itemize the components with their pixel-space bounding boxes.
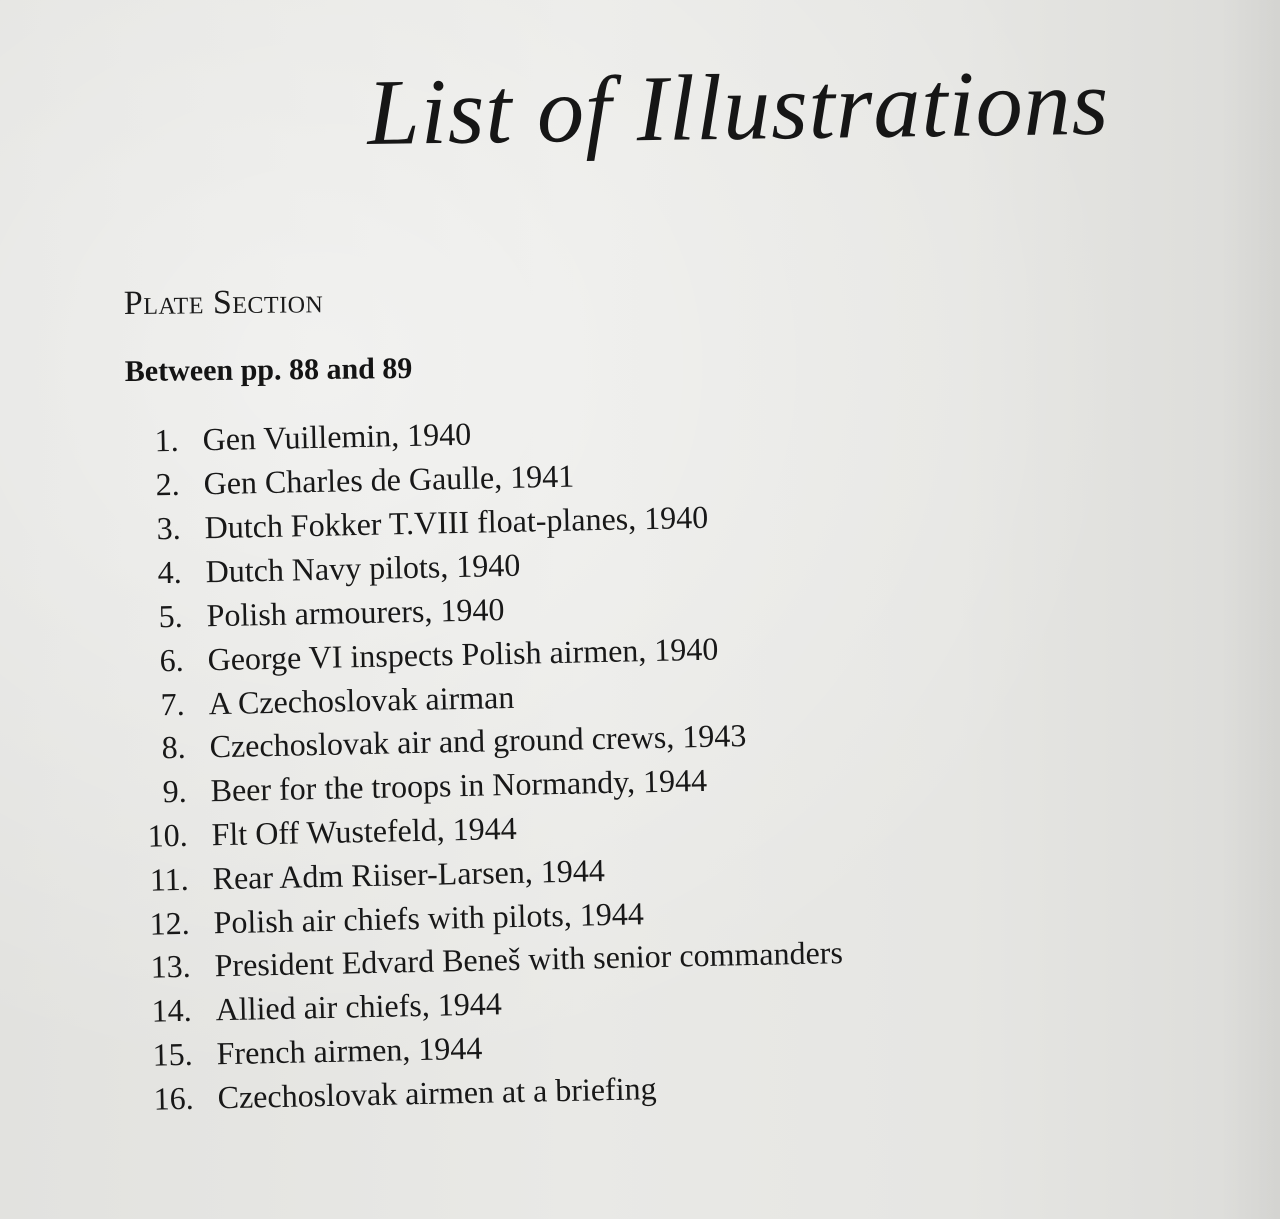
list-item bbox=[122, 498, 709, 547]
list-item bbox=[134, 1029, 483, 1073]
list-item bbox=[129, 809, 518, 854]
item-caption: Dutch Fokker T.VIII float-planes, 1940 bbox=[204, 498, 709, 546]
item-number: 4. bbox=[157, 553, 183, 591]
list-item bbox=[135, 1072, 656, 1115]
list-item bbox=[130, 854, 605, 896]
item-caption: Czechoslovak air and ground crews, 1943 bbox=[209, 717, 747, 765]
item-caption: Polish armourers, 1940 bbox=[206, 591, 505, 634]
list-item bbox=[128, 761, 708, 810]
item-caption: Allied air chiefs, 1944 bbox=[215, 985, 503, 1028]
list-item bbox=[120, 415, 472, 459]
list-item bbox=[127, 719, 746, 764]
item-caption: French airmen, 1944 bbox=[216, 1029, 483, 1072]
item-number: 12. bbox=[149, 904, 191, 942]
subsection-heading: Between pp. 88 and 89 bbox=[124, 351, 413, 389]
item-caption: Dutch Navy pilots, 1940 bbox=[205, 546, 521, 590]
item-number: 9. bbox=[162, 772, 188, 810]
section-heading: Plate Section bbox=[123, 283, 324, 323]
item-caption: Beer for the troops in Normandy, 1944 bbox=[210, 761, 708, 809]
item-number: 10. bbox=[147, 816, 189, 854]
item-number: 7. bbox=[160, 685, 186, 723]
list-item bbox=[126, 678, 515, 723]
item-number: 16. bbox=[153, 1079, 195, 1117]
item-number: 14. bbox=[151, 991, 193, 1029]
item-caption: A Czechoslovak airman bbox=[208, 678, 515, 722]
item-number: 6. bbox=[159, 641, 185, 679]
list-item bbox=[125, 630, 719, 679]
item-number: 1. bbox=[154, 421, 180, 459]
item-caption: George VI inspects Polish airmen, 1940 bbox=[207, 630, 719, 678]
list-item bbox=[133, 987, 502, 1027]
item-number: 5. bbox=[158, 597, 184, 635]
item-number: 13. bbox=[150, 947, 192, 985]
list-item bbox=[131, 897, 644, 940]
item-caption: Gen Charles de Gaulle, 1941 bbox=[203, 457, 575, 502]
list-item bbox=[124, 593, 504, 633]
list-item bbox=[132, 936, 843, 983]
item-number: 15. bbox=[152, 1035, 194, 1073]
item-caption: Polish air chiefs with pilots, 1944 bbox=[213, 895, 645, 941]
page-title: List of Illustrations bbox=[366, 50, 1110, 165]
item-caption: Flt Off Wustefeld, 1944 bbox=[211, 809, 518, 853]
item-caption: Rear Adm Riiser-Larsen, 1944 bbox=[212, 852, 606, 897]
list-item bbox=[121, 457, 575, 503]
item-caption: Gen Vuillemin, 1940 bbox=[202, 415, 472, 458]
item-caption: President Edvard Beneš with senior commanders bbox=[214, 934, 844, 984]
item-number: 8. bbox=[161, 728, 187, 766]
item-number: 3. bbox=[156, 509, 182, 547]
item-caption: Czechoslovak airmen at a briefing bbox=[217, 1070, 657, 1116]
list-item bbox=[123, 546, 521, 591]
item-number: 2. bbox=[155, 465, 181, 503]
item-number: 11. bbox=[149, 860, 190, 898]
